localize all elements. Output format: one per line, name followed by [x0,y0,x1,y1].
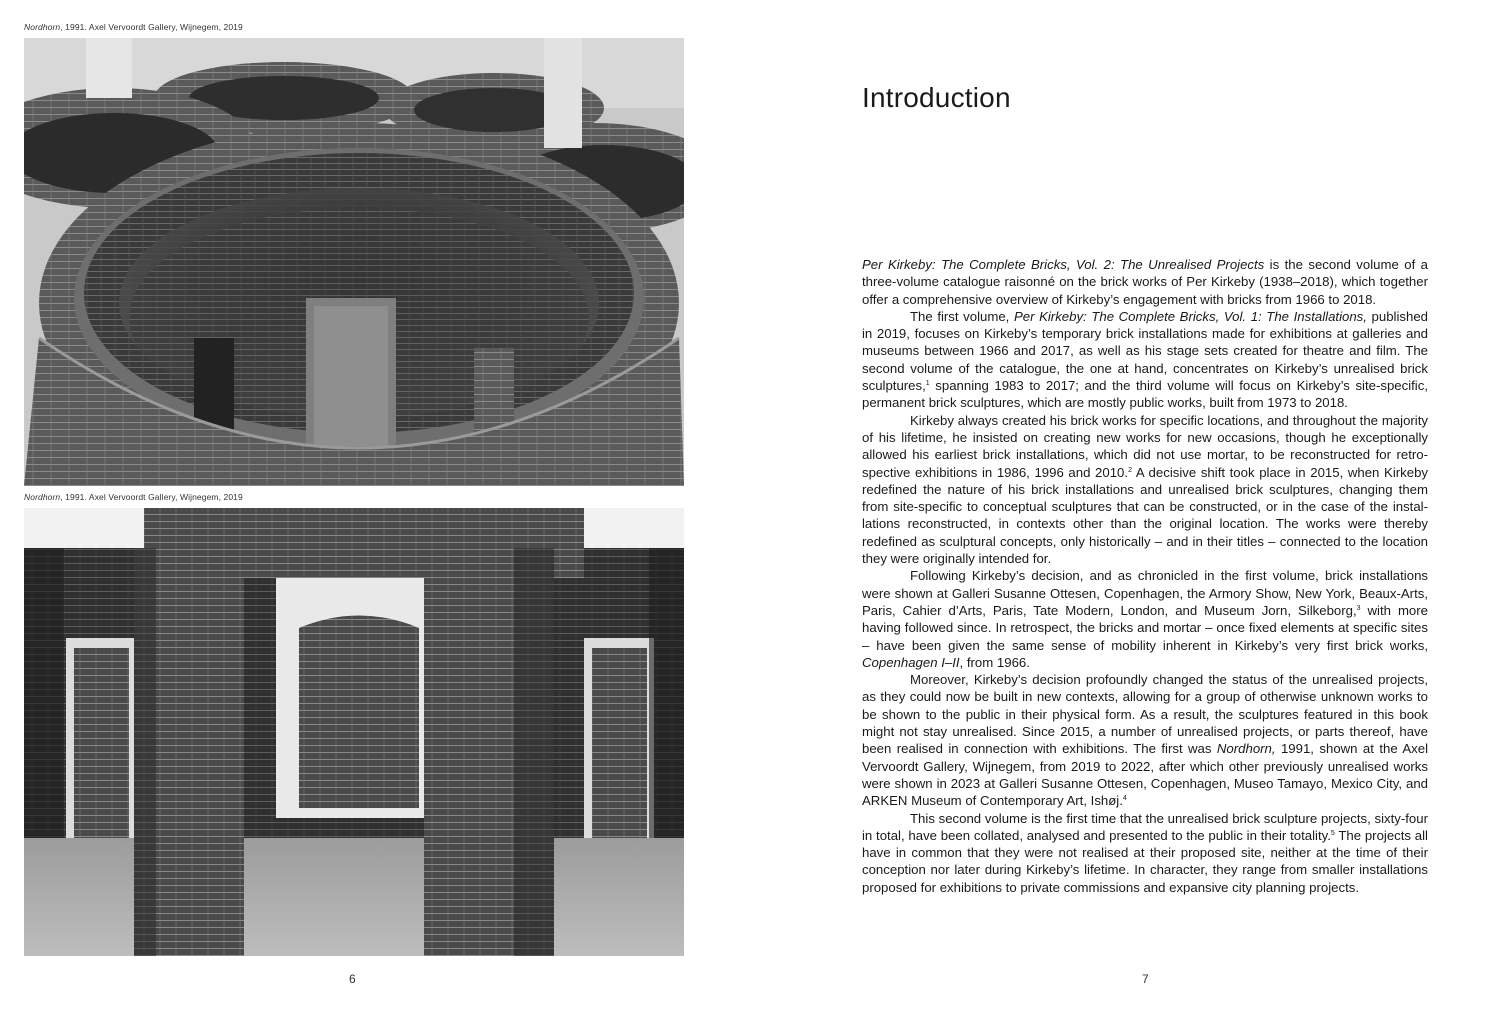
caption-details: , 1991. Axel Vervoordt Gallery, Wijnegem, 2019 [60,22,243,32]
photo-caption-top [24,22,243,32]
photo-caption-bottom [24,492,243,502]
paragraph-text: The projects all have in common that they were not realised at their proposed site, neither at the time of their conception nor later during Kirkeby’s lifetime. In character, they range from smaller installations proposed for exhibitions to private commissions and expansive city planning projects. [862,827,1428,895]
paragraph-5 [862,671,1428,809]
brick-columns-interior-image [24,508,684,956]
right-page [750,0,1500,1011]
paragraph-text: spanning 1983 to 2017; and the third volume will focus on Kirkeby’s site-specific, permanent brick sculptures, which are mostly public works, built from 1973 to 2018. [862,378,1428,411]
paragraph-text: with more having followed since. In retrospect, the bricks and mortar – once fixed elements at specific sites – have been given the same sense of mobility inherent in Kirkeby’s very first brick works, [862,602,1428,653]
caption-details: , 1991. Axel Vervoordt Gallery, Wijnegem, 2019 [60,492,243,502]
page-number-left: 6 [349,972,356,986]
work-title: Nordhorn, [1216,741,1276,757]
book-title: Per Kirkeby: The Complete Bricks, Vol. 2: The Unrealised Projects [862,257,1265,272]
chapter-heading: Introduction [862,82,1011,113]
footnote-ref: 5 [1330,829,1335,837]
paragraph-text: published in 2019, focuses on Kirkeby’s temporary brick installations made for exhibitions at galleries and museums between 1966 and 2017, as well as his stage sets created for theatre and film. The second volume of the catalogue, the one at hand, concentrates on Kirkeby’s unrealised brick sculptures, [862,308,1428,394]
footnote-ref: 1 [925,380,930,388]
caption-title: Nordhorn [24,22,61,32]
caption-title: Nordhorn [24,492,61,502]
paragraph-4 [862,567,1428,671]
footnote-ref: 2 [1128,466,1132,474]
paragraph-text: 1991, shown at the Axel Vervoordt Gallery, Wijnegem, from 2019 to 2022, after which other previously unrealised works were shown in 2023 at Galleri Susanne Ottesen, Copenhagen, Museo Tamayo, Mexico City, and ARKEN Museum of Contemporary Art, Ishøj. [862,741,1429,809]
photo-nordhorn-interior [24,508,684,956]
paragraph-1 [862,256,1428,308]
paragraph-text: , from 1966. [959,654,1030,670]
paragraph-2 [862,308,1428,412]
paragraph-3 [862,412,1428,568]
brick-sculpture-aerial-image [24,38,684,486]
paragraph-text: Moreover, Kirkeby’s decision profoundly changed the status of the unrealised projects, as they could now be built in new contexts, allowing for a group of otherwise unknown works to be shown to the public in their physical form. As a result, the sculptures featured in this book might not stay unrealised. Since 2015, a number of unrealised projects, or parts thereof, have been realised in connection with exhibitions. The first was [862,672,1428,757]
paragraph-text: is the second volume of a three-volume catalogue raisonné on the brick works of Per Kirkeby (1938–2018), which together offer a comprehensive overview of Kirkeby’s engagement with bricks from 1966 to 2018. [862,257,1428,307]
footnote-ref: 3 [1356,604,1361,612]
paragraph-text: A decisive shift took place in 2015, when Kirkeby redefined the nature of his brick installations and unrealised brick sculptures, changing them from site-specific to conceptual sculptures that can be constructed, or in the case of the instal-lations reconstructed, in contexts other than the original location. The works were thereby redefined as sculptural concepts, only historically – and in their titles – connected to the location they were originally intended for. [862,464,1428,567]
paragraph-6 [862,810,1428,896]
photo-nordhorn-aerial [24,38,684,486]
paragraph-text: Kirkeby always created his brick works for specific locations, and throughout the majority of his lifetime, he insisted on creating new works for new occasions, though he exceptionally allowed his earliest brick installations, which did not use mortar, to be reconstructed for retro-spective exhibitions in 1986, 1996 and 2010. [862,412,1428,480]
paragraph-text: This second volume is the first time that the unrealised brick sculpture projects, sixty-four in total, have been collated, analysed and presented to the public in their totality. [862,810,1428,843]
footnote-ref: 4 [1122,795,1127,803]
paragraph-text: Following Kirkeby’s decision, and as chronicled in the first volume, brick installations were shown at Galleri Susanne Ottesen, Copenhagen, the Armory Show, New York, Beaux-Arts, Paris, Cahier d’Arts, Paris, Tate Modern, London, and Museum Jorn, Silkeborg, [862,568,1428,618]
book-title: Per Kirkeby: The Complete Bricks, Vol. 1: The Installations, [1013,308,1367,324]
introduction-body [862,256,1428,896]
page-number-right: 7 [1142,972,1149,986]
work-title: Copenhagen I–II [862,654,960,670]
paragraph-text: The first volume, [910,308,1014,324]
